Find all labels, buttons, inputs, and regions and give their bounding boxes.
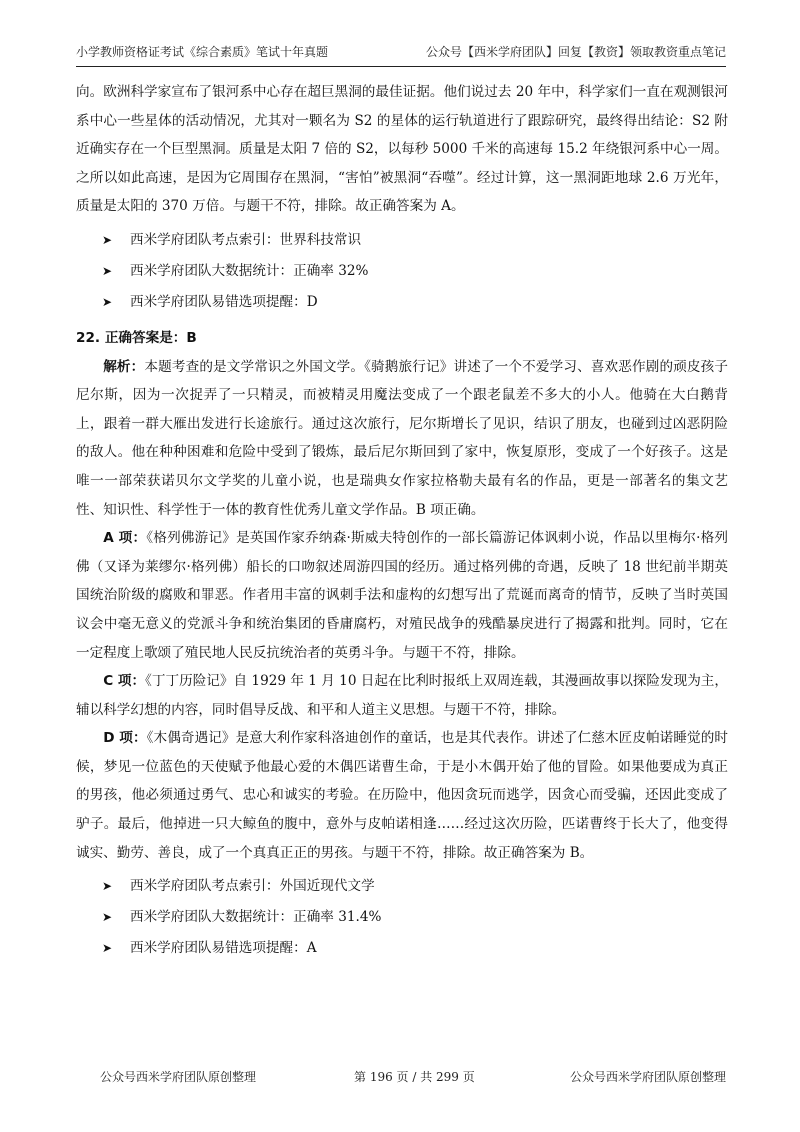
option-a-label: A 项： bbox=[103, 530, 147, 547]
analysis-paragraph bbox=[76, 353, 728, 525]
header-left-title: 小学教师资格证考试《综合素质》笔试十年真题 bbox=[76, 45, 329, 59]
page-footer bbox=[100, 1068, 726, 1090]
intro-paragraph: 向。欧洲科学家宣布了银河系中心存在超巨黑洞的最佳证据。他们说过去 20 年中，科学家们一直在观测银河系中心一些星体的活动情况，尤其对一颗名为 S2 的星体的运行轨道进行了跟踪研究，最终得出结论：S2 附近确实存在一个巨型黑洞。质量是太阳 7 倍的 S2，以每秒 5000 千米的高速每 15.2 年绕银河系中心一周。之所以如此高速，是因为它周围存在黑洞，“害怕”被黑洞“吞噬”。经过计算，这一黑洞距地球 2.6 万光年，质量是太阳的 370 万倍。与题干不符，排除。故正确答案为 A。 bbox=[76, 84, 728, 215]
analysis-label: 解析： bbox=[103, 358, 145, 375]
bullet-text: 西米学府团队大数据统计：正确率 31.4% bbox=[130, 909, 382, 926]
page-content bbox=[76, 78, 728, 968]
bullet-text: 西米学府团队考点索引：世界科技常识 bbox=[130, 231, 362, 248]
arrow-bullet-icon: ➤ bbox=[102, 879, 113, 894]
arrow-bullet-icon: ➤ bbox=[102, 294, 113, 309]
option-c-label: C 项： bbox=[103, 673, 146, 690]
list-item bbox=[76, 871, 728, 902]
bullet-text: 西米学府团队易错选项提醒：D bbox=[130, 293, 318, 310]
q21-bullet-list bbox=[76, 225, 728, 318]
option-a-paragraph bbox=[76, 524, 728, 667]
arrow-bullet-icon: ➤ bbox=[102, 941, 113, 956]
question-22-title: 22. 正确答案是：B bbox=[76, 329, 197, 346]
option-a-text: 《格列佛游记》是英国作家乔纳森·斯威夫特创作的一部长篇游记体讽刺小说，作品以里梅尔·格列佛（又译为莱缪尔·格列佛）船长的口吻叙述周游四国的经历。通过格列佛的奇遇，反映了 18 世纪前半期英国统治阶级的腐败和罪恶。作者用丰富的讽刺手法和虚构的幻想写出了荒诞而离奇的情节，反映了当时英国议会中毫无意义的党派斗争和统治集团的昏庸腐朽，对殖民战争的残酷暴戾进行了揭露和批判。同时，它在一定程度上歌颂了殖民地人民反抗统治者的英勇斗争。与题干不符，排除。 bbox=[76, 530, 728, 661]
q22-bullet-list bbox=[76, 871, 728, 964]
arrow-bullet-icon: ➤ bbox=[102, 263, 113, 278]
bullet-text: 西米学府团队考点索引：外国近现代文学 bbox=[130, 878, 375, 895]
header-right-note: 公众号【西米学府团队】回复【教资】领取教资重点笔记 bbox=[425, 45, 726, 59]
footer-left-credit: 公众号西米学府团队原创整理 bbox=[100, 1070, 257, 1084]
option-c-text: 《丁丁历险记》自 1929 年 1 月 10 日起在比利时报纸上双周连载，其漫画故事以探险发现为主，辅以科学幻想的内容，同时倡导反战、和平和人道主义思想。与题干不符，排除。 bbox=[76, 673, 728, 718]
arrow-bullet-icon: ➤ bbox=[102, 232, 113, 247]
arrow-bullet-icon: ➤ bbox=[102, 910, 113, 925]
option-d-label: D 项： bbox=[103, 730, 147, 747]
list-item bbox=[76, 933, 728, 964]
option-d-paragraph bbox=[76, 724, 728, 867]
page-header bbox=[76, 40, 726, 67]
page-number: 第 196 页 / 共 299 页 bbox=[354, 1070, 475, 1084]
footer-right-credit: 公众号西米学府团队原创整理 bbox=[569, 1070, 726, 1084]
option-c-paragraph bbox=[76, 667, 728, 724]
analysis-text: 本题考查的是文学常识之外国文学。《骑鹅旅行记》讲述了一个不爱学习、喜欢恶作剧的顽皮孩子尼尔斯，因为一次捉弄了一只精灵，而被精灵用魔法变成了一个跟老鼠差不多大的小人。他骑在大白鹅背上，跟着一群大雁出发进行长途旅行。通过这次旅行，尼尔斯增长了见识，结识了朋友，也碰到过凶恶阴险的敌人。他在种种困难和危险中受到了锻炼，最后尼尔斯回到了家中，恢复原形，变成了一个好孩子。这是唯一一部荣获诺贝尔文学奖的儿童小说，也是瑞典女作家拉格勒夫最有名的作品，更是一部著名的集文艺性、知识性、科学性于一体的教育性优秀儿童文学作品。B 项正确。 bbox=[76, 358, 728, 518]
list-item bbox=[76, 287, 728, 318]
list-item bbox=[76, 256, 728, 287]
bullet-text: 西米学府团队大数据统计：正确率 32% bbox=[130, 262, 369, 279]
bullet-text: 西米学府团队易错选项提醒：A bbox=[130, 940, 317, 957]
list-item bbox=[76, 225, 728, 256]
option-d-text: 《木偶奇遇记》是意大利作家科洛迪创作的童话，也是其代表作。讲述了仁慈木匠皮帕诺睡觉的时候，梦见一位蓝色的天使赋予他最心爱的木偶匹诺曹生命，于是小木偶开始了他的冒险。如果他要成为真正的男孩，他必须通过勇气、忠心和诚实的考验。在历险中，他因贪玩而逃学，因贪心而受骗，还因此变成了驴子。最后，他掉进一只大鲸鱼的腹中，意外与皮帕诺相逢……经过这次历险，匹诺曹终于长大了，他变得诚实、勤劳、善良，成了一个真真正正的男孩。与题干不符，排除。故正确答案为 B。 bbox=[76, 730, 728, 861]
list-item bbox=[76, 902, 728, 933]
